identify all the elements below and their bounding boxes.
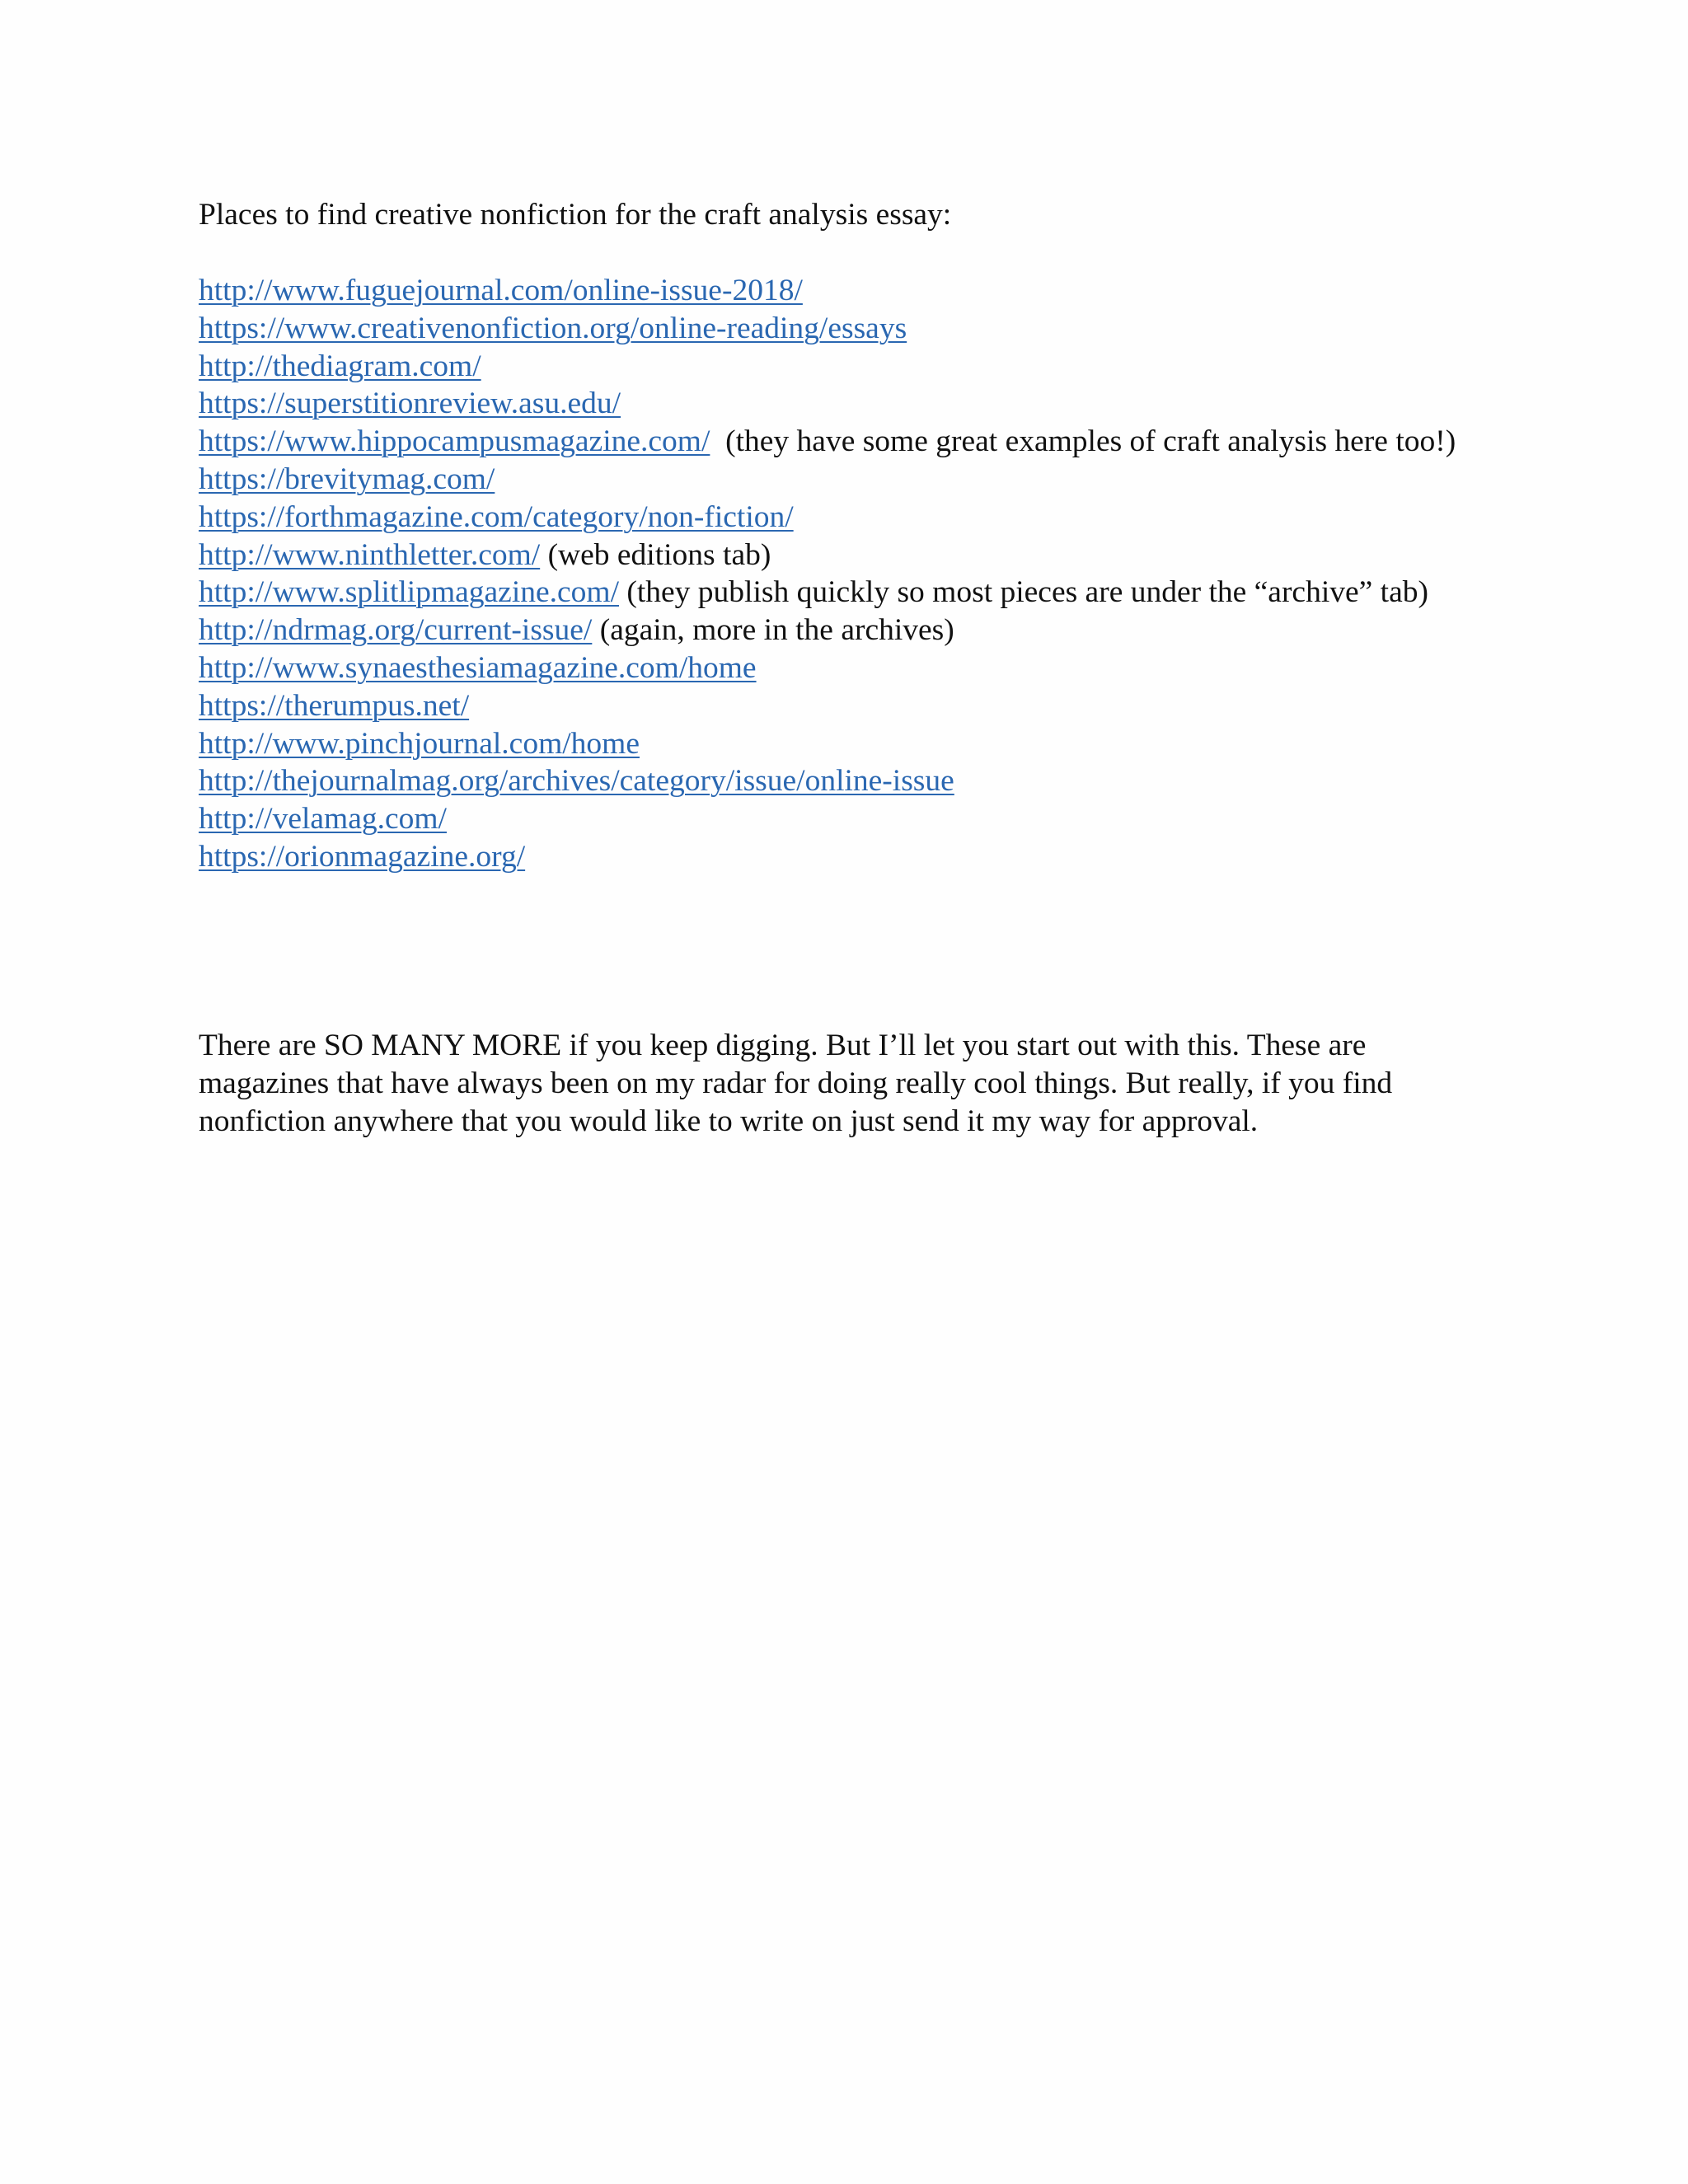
link-the-rumpus[interactable]: https://therumpus.net/ — [199, 688, 470, 723]
link-the-journal-mag[interactable]: http://thejournalmag.org/archives/category/issue/online-issue — [199, 764, 954, 799]
link-item — [199, 649, 1501, 687]
document-body — [199, 196, 1501, 1138]
link-item — [199, 499, 1501, 537]
link-fugue-journal[interactable]: http://www.fuguejournal.com/online-issue-2018/ — [199, 274, 803, 307]
link-item — [199, 385, 1501, 423]
link-item — [199, 423, 1501, 461]
link-synaesthesia-magazine[interactable]: http://www.synaesthesiamagazine.com/home — [199, 650, 757, 685]
link-ninth-letter[interactable]: http://www.ninthletter.com/ — [199, 537, 541, 572]
link-item — [199, 310, 1501, 348]
link-item — [199, 838, 1501, 876]
link-item — [199, 348, 1501, 386]
link-hippocampus-magazine[interactable]: https://www.hippocampusmagazine.com/ — [199, 424, 710, 459]
link-note: (again, more in the archives) — [592, 613, 954, 648]
closing-paragraph: There are SO MANY MORE if you keep digging. But I’ll let you start out with this. These are magazines that have always been on my radar for doing really cool things. But really, if you find nonfiction anywhere that you would like to write on just send it my way for approval. — [199, 1029, 1393, 1138]
link-the-diagram[interactable]: http://thediagram.com/ — [199, 349, 481, 383]
link-superstition-review[interactable]: https://superstitionreview.asu.edu/ — [199, 387, 621, 421]
link-item — [199, 574, 1501, 612]
link-item — [199, 461, 1501, 499]
link-item — [199, 725, 1501, 763]
document-heading: Places to find creative nonfiction for the craft analysis essay: — [199, 198, 952, 232]
link-vela-mag[interactable]: http://velamag.com/ — [199, 802, 447, 837]
link-item — [199, 272, 1501, 310]
link-pinch-journal[interactable]: http://www.pinchjournal.com/home — [199, 726, 640, 761]
link-item — [199, 687, 1501, 725]
link-orion-magazine[interactable]: https://orionmagazine.org/ — [199, 839, 526, 874]
link-brevity-mag[interactable]: https://brevitymag.com/ — [199, 462, 495, 496]
link-forth-magazine[interactable]: https://forthmagazine.com/category/non-fiction/ — [199, 499, 794, 534]
link-creative-nonfiction[interactable]: https://www.creativenonfiction.org/online-reading/essays — [199, 311, 907, 345]
link-ndr-mag[interactable]: http://ndrmag.org/current-issue/ — [199, 613, 593, 648]
link-note: (web editions tab) — [540, 537, 771, 572]
link-item — [199, 537, 1501, 574]
link-item — [199, 800, 1501, 838]
link-item — [199, 612, 1501, 649]
link-split-lip-magazine[interactable]: http://www.splitlipmagazine.com/ — [199, 575, 619, 610]
link-note: (they have some great examples of craft analysis here too!) — [710, 424, 1456, 459]
link-item — [199, 762, 1501, 800]
link-note: (they publish quickly so most pieces are under the “archive” tab) — [619, 575, 1428, 610]
magazine-link-list — [199, 272, 1501, 876]
